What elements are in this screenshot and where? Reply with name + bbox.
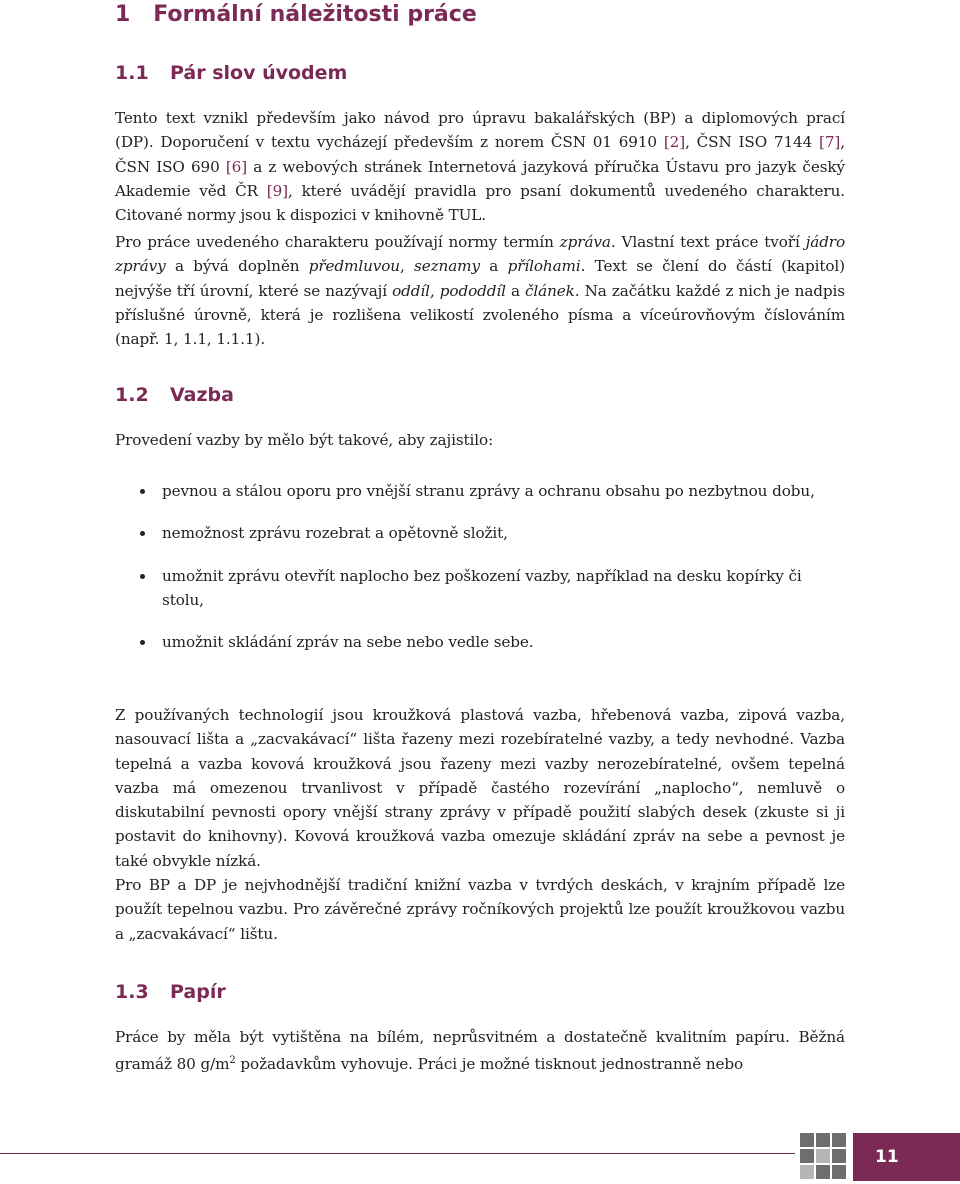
binding-requirements-list <box>115 479 845 654</box>
text-run: , ČSN ISO 7144 <box>685 133 820 152</box>
italic-term: článek <box>525 281 575 300</box>
text-run: . Na začátku každé z nich je nadpis příslušné úrovně, která je rozlišena velikostí zvoleného písma a víceúrovňovým číslováním (např. 1, 1.1, 1.1.1). <box>115 281 845 349</box>
superscript: 2 <box>229 1055 236 1067</box>
paragraph-binding-intro: Provedení vazby by mělo být takové, aby zajistilo: <box>115 431 494 449</box>
section-heading-1-2 <box>115 384 234 406</box>
text-run: . Vlastní text práce tvoří <box>610 233 806 251</box>
section-heading-1-3 <box>115 981 226 1003</box>
text-run: požadavkům vyhovuje. Práci je možné tisknout jednostranně nebo <box>235 1055 744 1074</box>
list-item: pevnou a stálou oporu pro vnější stranu zprávy a ochranu obsahu po nezbytnou dobu, <box>115 479 845 503</box>
section-title: Papír <box>170 981 226 1003</box>
section-title: Vazba <box>170 384 234 406</box>
chapter-heading <box>115 2 477 27</box>
section-number: 1.2 <box>115 384 149 406</box>
paragraph-structure <box>115 230 845 351</box>
page-number: 11 <box>853 1133 960 1181</box>
text-run: , <box>399 257 415 276</box>
citation-link[interactable]: [2] <box>663 133 686 152</box>
paragraph-paper <box>115 1025 845 1077</box>
list-item: umožnit skládání zpráv na sebe nebo vedle sebe. <box>115 630 845 654</box>
chapter-title: Formální náležitosti práce <box>153 2 477 27</box>
list-item: umožnit zprávu otevřít naplocho bez poškození vazby, například na desku kopírky či stolu, <box>115 564 845 613</box>
text-run: , ČSN ISO 690 <box>115 133 845 176</box>
italic-term: přílohami <box>507 257 581 276</box>
italic-term: seznamy <box>414 257 480 276</box>
italic-term: pododdíl <box>439 281 506 300</box>
text-run: a bývá doplněn <box>165 257 309 276</box>
italic-term: zpráva <box>559 233 611 251</box>
citation-link[interactable]: [9] <box>266 181 288 200</box>
section-number: 1.1 <box>115 62 149 84</box>
text-run: a <box>479 257 508 276</box>
text-run: Práce by měla být vytištěna na bílém, neprůsvitném a dostatečně kvalitním papíru. Běžná gramáž 80 g/m <box>115 1028 845 1074</box>
italic-term: předmluvou <box>308 257 400 276</box>
paragraph-binding-technologies: Z používaných technologií jsou kroužková plastová vazba, hřebenová vazba, zipová vazba, nasouvací lišta a „zacvakávací“ lišta řazeny mezi rozebíratelné vazby, a tedy nevhodné. Vazba tepelná a vazba kovová kroužková jsou řazeny mezi vazby nerozebíratelné, ovšem tepelná vazba má omezenou trvanlivost v případě častého rozevírání „naplocho“, nemluvě o diskutabilní pevnosti opory vnější strany zprávy v případě použití slabých desek (zkuste si ji postavit do knihovny). Kovová kroužková vazba omezuje skládání zpráv na sebe a pevnost je také obvykle nízká. <box>115 706 845 870</box>
text-run: a z webových stránek Internetová jazyková příručka Ústavu pro jazyk český Akademie věd ČR <box>115 157 845 200</box>
section-title: Pár slov úvodem <box>170 62 348 84</box>
tul-grid-logo-icon <box>800 1133 846 1179</box>
italic-term: oddíl <box>392 281 430 300</box>
paragraph-binding-recommendation: Pro BP a DP je nejvhodnější tradiční knižní vazba v tvrdých deskách, v krajním případě lze použít tepelnou vazbu. Pro závěrečné zprávy ročníkových projektů lze použít kroužkovou vazbu a „zacvakávací“ lištu. <box>115 876 845 943</box>
italic-term: jádro zprávy <box>115 233 846 276</box>
text-run: a <box>505 281 525 300</box>
citation-link[interactable]: [7] <box>819 133 841 152</box>
list-item: nemožnost zprávu rozebrat a opětovně složit, <box>115 521 845 545</box>
section-number: 1.3 <box>115 981 149 1003</box>
paragraph-intro <box>115 106 845 227</box>
section-heading-1-1 <box>115 62 347 84</box>
chapter-number: 1 <box>115 2 131 27</box>
text-run: , které uvádějí pravidla pro psaní dokumentů uvedeného charakteru. Citované normy jsou k dispozici v knihovně TUL. <box>115 181 845 225</box>
citation-link[interactable]: [6] <box>225 157 248 176</box>
text-run: . Text se člení do částí (kapitol) nejvýše tří úrovní, které se nazývají <box>115 257 845 300</box>
text-run: , <box>429 281 440 300</box>
footer-rule <box>0 1153 795 1154</box>
text-run: Pro práce uvedeného charakteru používají normy termín <box>115 233 560 251</box>
text-run: Tento text vznikl především jako návod pro úpravu bakalářských (BP) a diplomových prací (DP). Doporučení v textu vycházejí především z norem ČSN 01 6910 <box>115 109 845 152</box>
